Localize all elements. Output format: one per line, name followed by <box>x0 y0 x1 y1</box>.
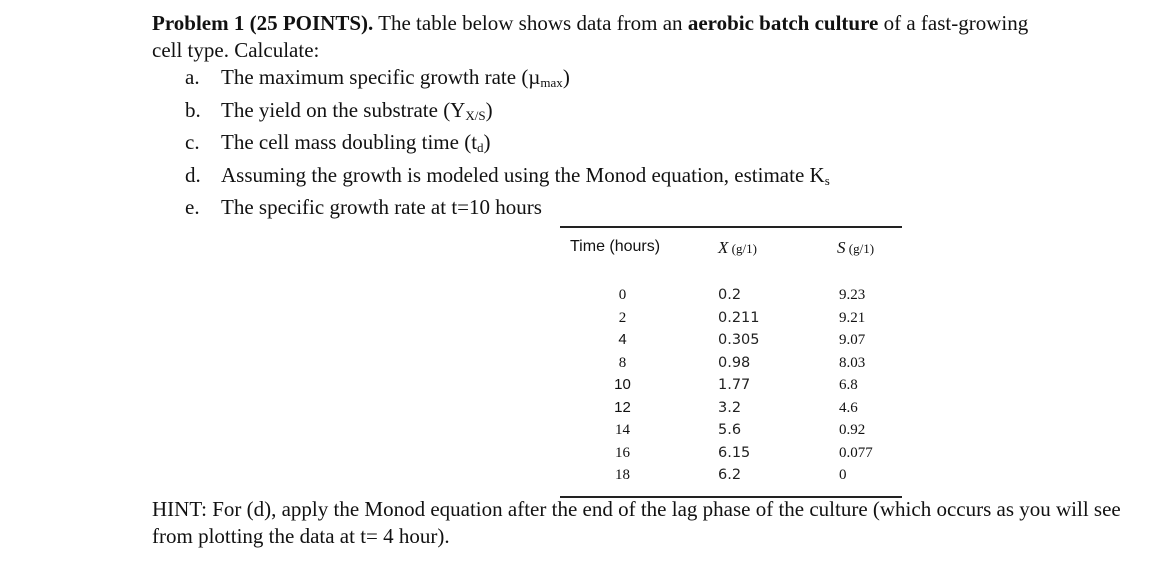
problem-intro-bold: aerobic batch culture <box>687 11 879 35</box>
time-cell: 12 <box>614 398 631 416</box>
time-cell: 2 <box>618 309 627 326</box>
data-table <box>560 226 902 498</box>
question-letter: e. <box>185 195 200 219</box>
question-suffix: ) <box>485 97 493 122</box>
x-cell: 6.2 <box>718 467 742 483</box>
x-cell: 0.98 <box>718 354 751 371</box>
s-cell: 9.07 <box>839 332 866 348</box>
x-header-variable: X <box>718 238 729 257</box>
s-cell: 6.8 <box>839 377 858 393</box>
x-header-unit: (g/1) <box>728 241 757 256</box>
question-subscript: d <box>477 140 484 155</box>
problem-intro-text-2: of a fast-growing cell type. Calculate: <box>152 11 1029 62</box>
s-cell: 0 <box>839 467 847 483</box>
s-header-variable: S <box>837 238 846 257</box>
question-item <box>185 162 830 195</box>
time-cell: 4 <box>618 331 627 348</box>
s-cell: 9.23 <box>839 287 866 303</box>
time-header: Time (hours) <box>570 238 661 255</box>
s-header-unit: (g/1) <box>845 241 875 256</box>
problem-statement <box>152 10 1052 64</box>
x-cells <box>698 284 788 487</box>
question-letter: a. <box>185 65 200 89</box>
hint-text: HINT: For (d), apply the Monod equation after the end of the lag phase of the culture (which occurs as you will see from plotting the data at t= 4 hour). <box>152 497 1121 548</box>
question-text: The cell mass doubling time (t <box>221 130 478 154</box>
x-cell: 3.2 <box>718 399 742 416</box>
time-cell: 8 <box>618 354 627 371</box>
time-cell: 14 <box>615 422 630 438</box>
s-header <box>837 238 874 258</box>
question-text: The maximum specific growth rate (µ <box>221 65 541 89</box>
question-item <box>185 64 830 97</box>
question-suffix: ) <box>483 130 491 154</box>
question-subscript: X/S <box>465 107 486 123</box>
x-cell: 1.77 <box>718 377 751 393</box>
question-item <box>185 129 830 162</box>
question-letter: b. <box>185 97 201 122</box>
x-cell: 0.305 <box>718 332 760 348</box>
question-item <box>185 97 830 130</box>
s-cells <box>812 284 902 487</box>
x-cell: 6.15 <box>718 444 751 461</box>
time-cells <box>570 284 680 487</box>
x-cell: 5.6 <box>718 422 742 438</box>
question-list <box>185 64 830 227</box>
question-suffix: ) <box>562 65 570 89</box>
time-cell: 0 <box>618 287 627 303</box>
time-cell: 16 <box>615 444 630 461</box>
problem-intro-text-1: The table below shows data from an <box>373 11 688 35</box>
question-subscript: max <box>540 75 563 90</box>
s-cell: 0.92 <box>839 422 866 438</box>
s-cell: 9.21 <box>839 309 866 326</box>
s-cell: 0.077 <box>839 444 873 461</box>
x-header <box>718 238 757 258</box>
question-text: The specific growth rate at t=10 hours <box>221 195 542 219</box>
question-subscript: s <box>824 172 830 188</box>
s-cell: 8.03 <box>839 354 866 371</box>
s-cell: 4.6 <box>839 399 858 416</box>
problem-title: Problem 1 (25 POINTS). <box>152 11 374 35</box>
x-cell: 0.211 <box>718 309 760 326</box>
question-item <box>185 194 830 227</box>
time-cell: 10 <box>614 376 631 393</box>
question-text: Assuming the growth is modeled using the Monod equation, estimate K <box>221 162 825 187</box>
question-letter: c. <box>185 130 200 154</box>
question-letter: d. <box>185 162 201 187</box>
x-cell: 0.2 <box>718 287 742 303</box>
question-text: The yield on the substrate (Y <box>221 97 466 122</box>
time-cell: 18 <box>615 467 630 483</box>
